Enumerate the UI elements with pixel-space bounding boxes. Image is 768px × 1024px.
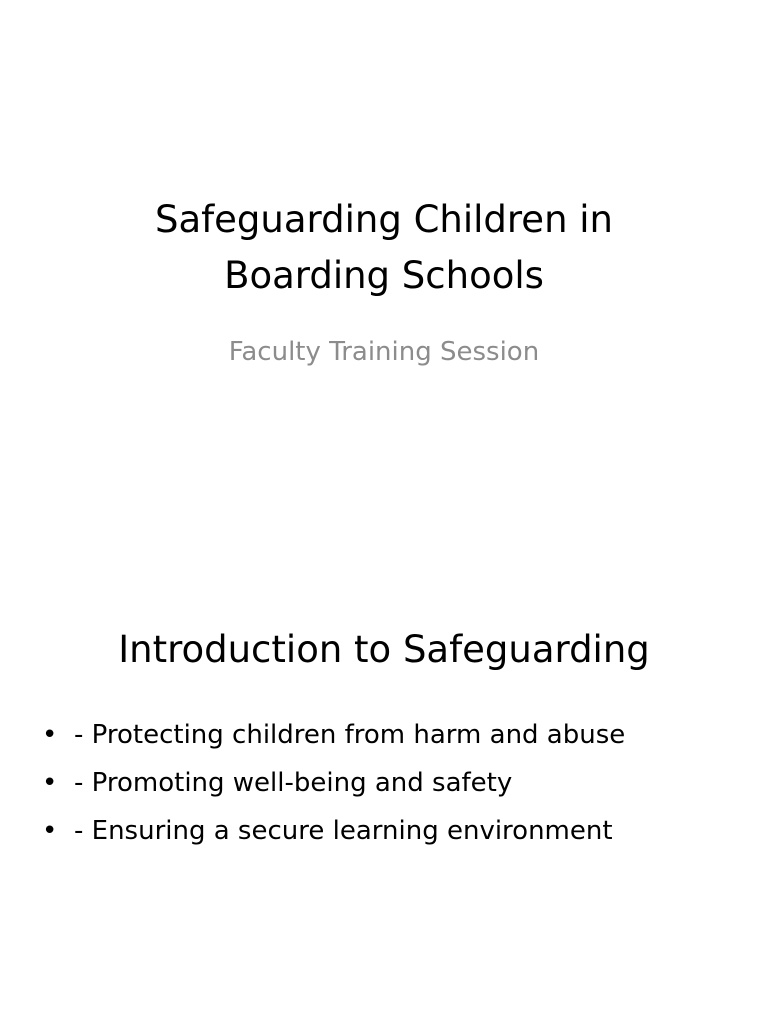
bullet-icon: • [42, 720, 58, 750]
bullet-text: - Promoting well-being and safety [74, 768, 513, 798]
bullet-list [38, 711, 738, 855]
slide-1-title: Safeguarding Children in Boarding Schools [154, 198, 614, 297]
slide-2-title: Introduction to Safeguarding [118, 628, 650, 671]
slide-1-subtitle: Faculty Training Session [228, 337, 540, 367]
bullet-icon: • [42, 768, 58, 798]
bullet-text: - Ensuring a secure learning environment [74, 816, 613, 846]
bullet-item [38, 711, 738, 759]
bullet-icon: • [42, 816, 58, 846]
slide-2 [0, 512, 768, 1024]
bullet-item [38, 759, 738, 807]
bullet-item [38, 807, 738, 855]
bullet-text: - Protecting children from harm and abuse [74, 720, 626, 750]
